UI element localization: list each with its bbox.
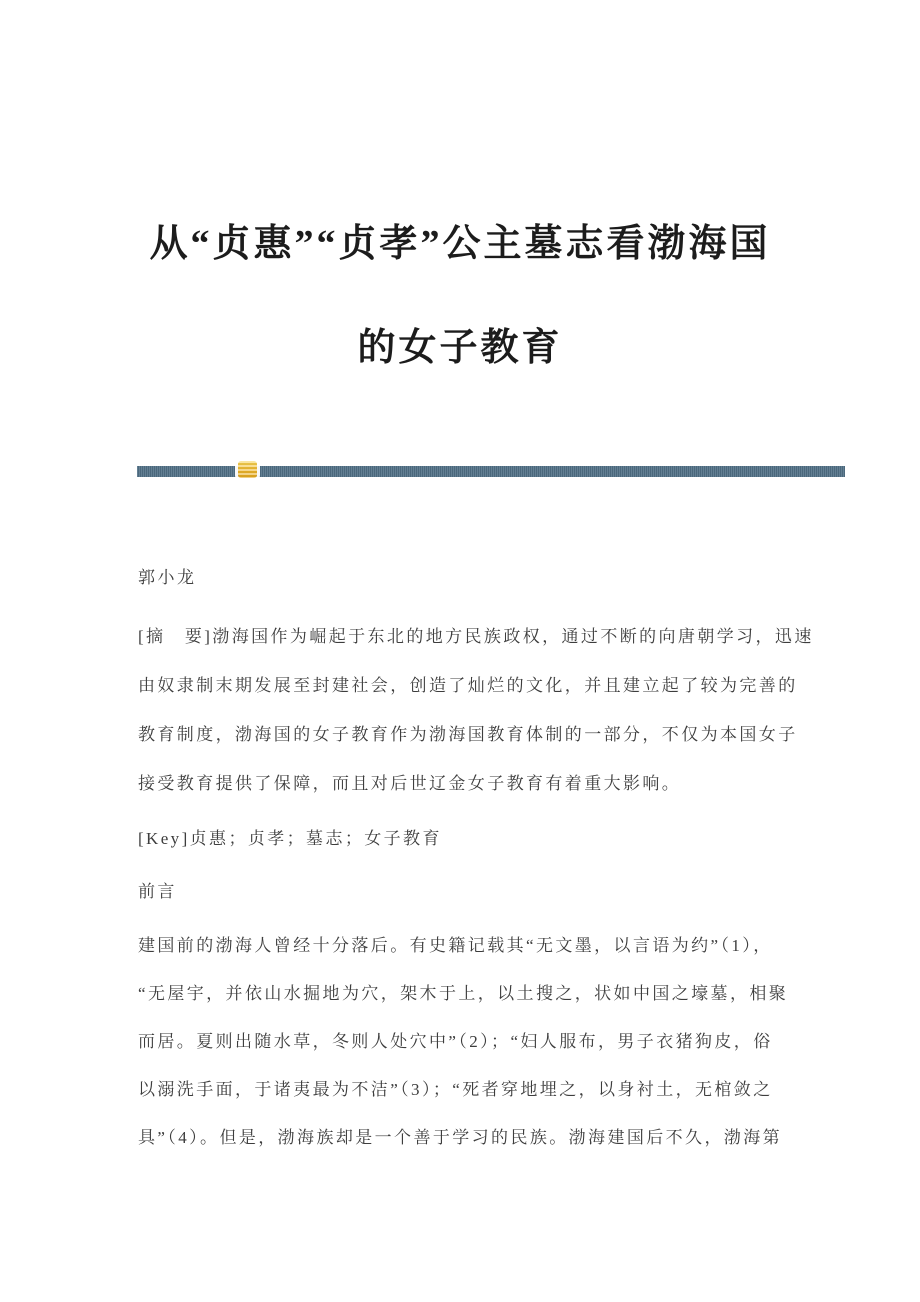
author-name: 郭小龙: [138, 568, 197, 587]
body-line: “无屋宇，并依山水掘地为穴，架木于上，以土搜之，状如中国之壕墓，相聚: [138, 984, 789, 1003]
abstract-line: 教育制度，渤海国的女子教育作为渤海国教育体制的一部分，不仅为本国女子: [138, 725, 798, 744]
abstract-paragraph: [138, 612, 828, 808]
abstract-line: 接受教育提供了保障，而且对后世辽金女子教育有着重大影响。: [138, 774, 682, 793]
body-line: 而居。夏则出随水草，冬则人处穴中”（2）；“妇人服布，男子衣猪狗皮，俗: [138, 1032, 773, 1051]
body-line: 以溺洗手面，于诸夷最为不洁”（3）；“死者穿地埋之，以身衬土，无棺敛之: [138, 1080, 773, 1099]
section-heading-preface: 前言: [138, 882, 177, 901]
document-title-line-2: 的女子教育: [357, 327, 563, 369]
body-line: 具”（4）。但是，渤海族却是一个善于学习的民族。渤海建国后不久，渤海第: [138, 1128, 783, 1147]
gold-envelope-icon: [238, 461, 257, 478]
body-line: 建国前的渤海人曾经十分落后。有史籍记载其“无文墨，以言语为约”（1），: [138, 936, 773, 955]
keywords-line: [Key]贞惠；贞孝；墓志；女子教育: [138, 829, 442, 848]
abstract-line: 由奴隶制末期发展至封建社会，创造了灿烂的文化，并且建立起了较为完善的: [138, 676, 798, 695]
body-paragraph: [138, 922, 828, 1162]
document-title-line-1: 从“贞惠”“贞孝”公主墓志看渤海国: [149, 223, 771, 265]
abstract-line: [摘 要]渤海国作为崛起于东北的地方民族政权，通过不断的向唐朝学习，迅速: [138, 627, 814, 646]
